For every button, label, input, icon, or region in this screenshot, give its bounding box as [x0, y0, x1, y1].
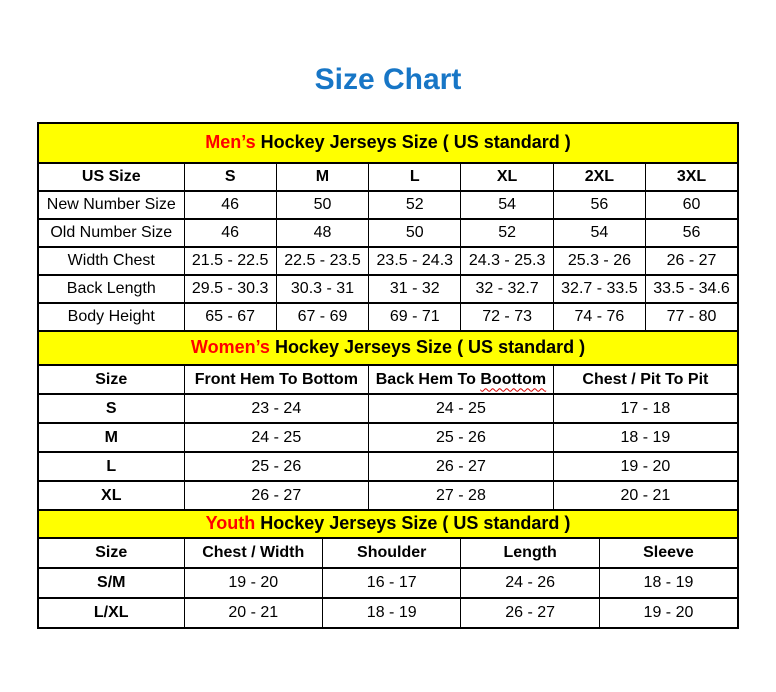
womens-data-row — [38, 481, 738, 510]
column-header: Size — [38, 365, 184, 394]
back-hem-header-text: Back Hem To — [375, 370, 481, 388]
size-value-cell: 32.7 - 33.5 — [553, 275, 645, 303]
column-header: Chest / Width — [184, 538, 322, 568]
size-value-cell: 29.5 - 30.3 — [184, 275, 276, 303]
column-header: 3XL — [646, 163, 738, 191]
size-value-cell: 18 - 19 — [553, 423, 738, 452]
mens-data-row — [38, 191, 738, 219]
youth-header-row — [38, 538, 738, 568]
size-value-cell: 24 - 26 — [461, 568, 599, 598]
row-label: Body Height — [38, 303, 184, 331]
column-header: Shoulder — [322, 538, 460, 568]
column-header — [369, 365, 554, 394]
mens-banner-highlight: Men’s — [205, 132, 256, 153]
size-value-cell: 32 - 32.7 — [461, 275, 553, 303]
size-value-cell: 25 - 26 — [184, 452, 369, 481]
column-header: Chest / Pit To Pit — [553, 365, 738, 394]
size-value-cell: 60 — [646, 191, 738, 219]
womens-banner-text: Hockey Jerseys Size ( US standard ) — [269, 337, 586, 358]
size-value-cell: 26 - 27 — [646, 247, 738, 275]
size-value-cell: 65 - 67 — [184, 303, 276, 331]
column-header: M — [276, 163, 368, 191]
mens-banner-text: Hockey Jerseys Size ( US standard ) — [255, 132, 571, 153]
size-value-cell: 27 - 28 — [369, 481, 554, 510]
size-value-cell: 56 — [553, 191, 645, 219]
size-value-cell: 33.5 - 34.6 — [646, 275, 738, 303]
column-header: XL — [461, 163, 553, 191]
size-value-cell: 25.3 - 26 — [553, 247, 645, 275]
size-value-cell: 19 - 20 — [599, 598, 738, 628]
row-label: M — [38, 423, 184, 452]
column-header: Front Hem To Bottom — [184, 365, 369, 394]
mens-data-row — [38, 303, 738, 331]
column-header: S — [184, 163, 276, 191]
youth-section-banner — [38, 510, 738, 538]
column-header: Size — [38, 538, 184, 568]
youth-banner-text: Hockey Jerseys Size ( US standard ) — [255, 513, 571, 534]
womens-data-row — [38, 394, 738, 423]
size-value-cell: 74 - 76 — [553, 303, 645, 331]
row-label: Old Number Size — [38, 219, 184, 247]
size-value-cell: 48 — [276, 219, 368, 247]
size-value-cell: 31 - 32 — [369, 275, 461, 303]
womens-section-banner — [38, 331, 738, 365]
size-value-cell: 25 - 26 — [369, 423, 554, 452]
size-value-cell: 24 - 25 — [369, 394, 554, 423]
size-value-cell: 23.5 - 24.3 — [369, 247, 461, 275]
row-label: Back Length — [38, 275, 184, 303]
size-value-cell: 18 - 19 — [599, 568, 738, 598]
size-value-cell: 19 - 20 — [553, 452, 738, 481]
column-header: US Size — [38, 163, 184, 191]
size-value-cell: 23 - 24 — [184, 394, 369, 423]
page-title: Size Chart — [314, 63, 462, 96]
size-value-cell: 56 — [646, 219, 738, 247]
mens-section-banner-row — [38, 123, 738, 163]
row-label: L/XL — [38, 598, 184, 628]
youth-banner-highlight: Youth — [205, 513, 256, 534]
size-value-cell: 54 — [461, 191, 553, 219]
size-value-cell: 21.5 - 22.5 — [184, 247, 276, 275]
size-value-cell: 50 — [276, 191, 368, 219]
womens-section-banner-row — [38, 331, 738, 365]
mens-data-row — [38, 275, 738, 303]
mens-section-banner — [38, 123, 738, 163]
size-value-cell: 77 - 80 — [646, 303, 738, 331]
size-value-cell: 46 — [184, 191, 276, 219]
misspelled-word-spellcheck: Boottom — [480, 370, 547, 388]
row-label: S — [38, 394, 184, 423]
mens-data-row — [38, 247, 738, 275]
row-label: New Number Size — [38, 191, 184, 219]
size-value-cell: 52 — [461, 219, 553, 247]
size-value-cell: 16 - 17 — [322, 568, 460, 598]
size-value-cell: 69 - 71 — [369, 303, 461, 331]
size-value-cell: 46 — [184, 219, 276, 247]
size-value-cell: 54 — [553, 219, 645, 247]
size-value-cell: 30.3 - 31 — [276, 275, 368, 303]
womens-banner-highlight: Women’s — [190, 337, 270, 358]
size-value-cell: 26 - 27 — [461, 598, 599, 628]
size-value-cell: 19 - 20 — [184, 568, 322, 598]
womens-data-row — [38, 452, 738, 481]
size-value-cell: 50 — [369, 219, 461, 247]
size-chart-table — [37, 122, 739, 629]
size-value-cell: 24 - 25 — [184, 423, 369, 452]
size-value-cell: 52 — [369, 191, 461, 219]
row-label: Width Chest — [38, 247, 184, 275]
column-header: L — [369, 163, 461, 191]
youth-data-row — [38, 568, 738, 598]
size-value-cell: 18 - 19 — [322, 598, 460, 628]
size-value-cell: 26 - 27 — [184, 481, 369, 510]
mens-data-row — [38, 219, 738, 247]
size-value-cell: 72 - 73 — [461, 303, 553, 331]
size-value-cell: 20 - 21 — [553, 481, 738, 510]
row-label: XL — [38, 481, 184, 510]
youth-section-banner-row — [38, 510, 738, 538]
size-value-cell: 17 - 18 — [553, 394, 738, 423]
column-header: Length — [461, 538, 599, 568]
size-value-cell: 26 - 27 — [369, 452, 554, 481]
womens-header-row — [38, 365, 738, 394]
row-label: S/M — [38, 568, 184, 598]
size-value-cell: 22.5 - 23.5 — [276, 247, 368, 275]
womens-data-row — [38, 423, 738, 452]
size-value-cell: 67 - 69 — [276, 303, 368, 331]
row-label: L — [38, 452, 184, 481]
size-value-cell: 24.3 - 25.3 — [461, 247, 553, 275]
youth-data-row — [38, 598, 738, 628]
size-value-cell: 20 - 21 — [184, 598, 322, 628]
column-header: 2XL — [553, 163, 645, 191]
mens-header-row — [38, 163, 738, 191]
column-header: Sleeve — [599, 538, 738, 568]
